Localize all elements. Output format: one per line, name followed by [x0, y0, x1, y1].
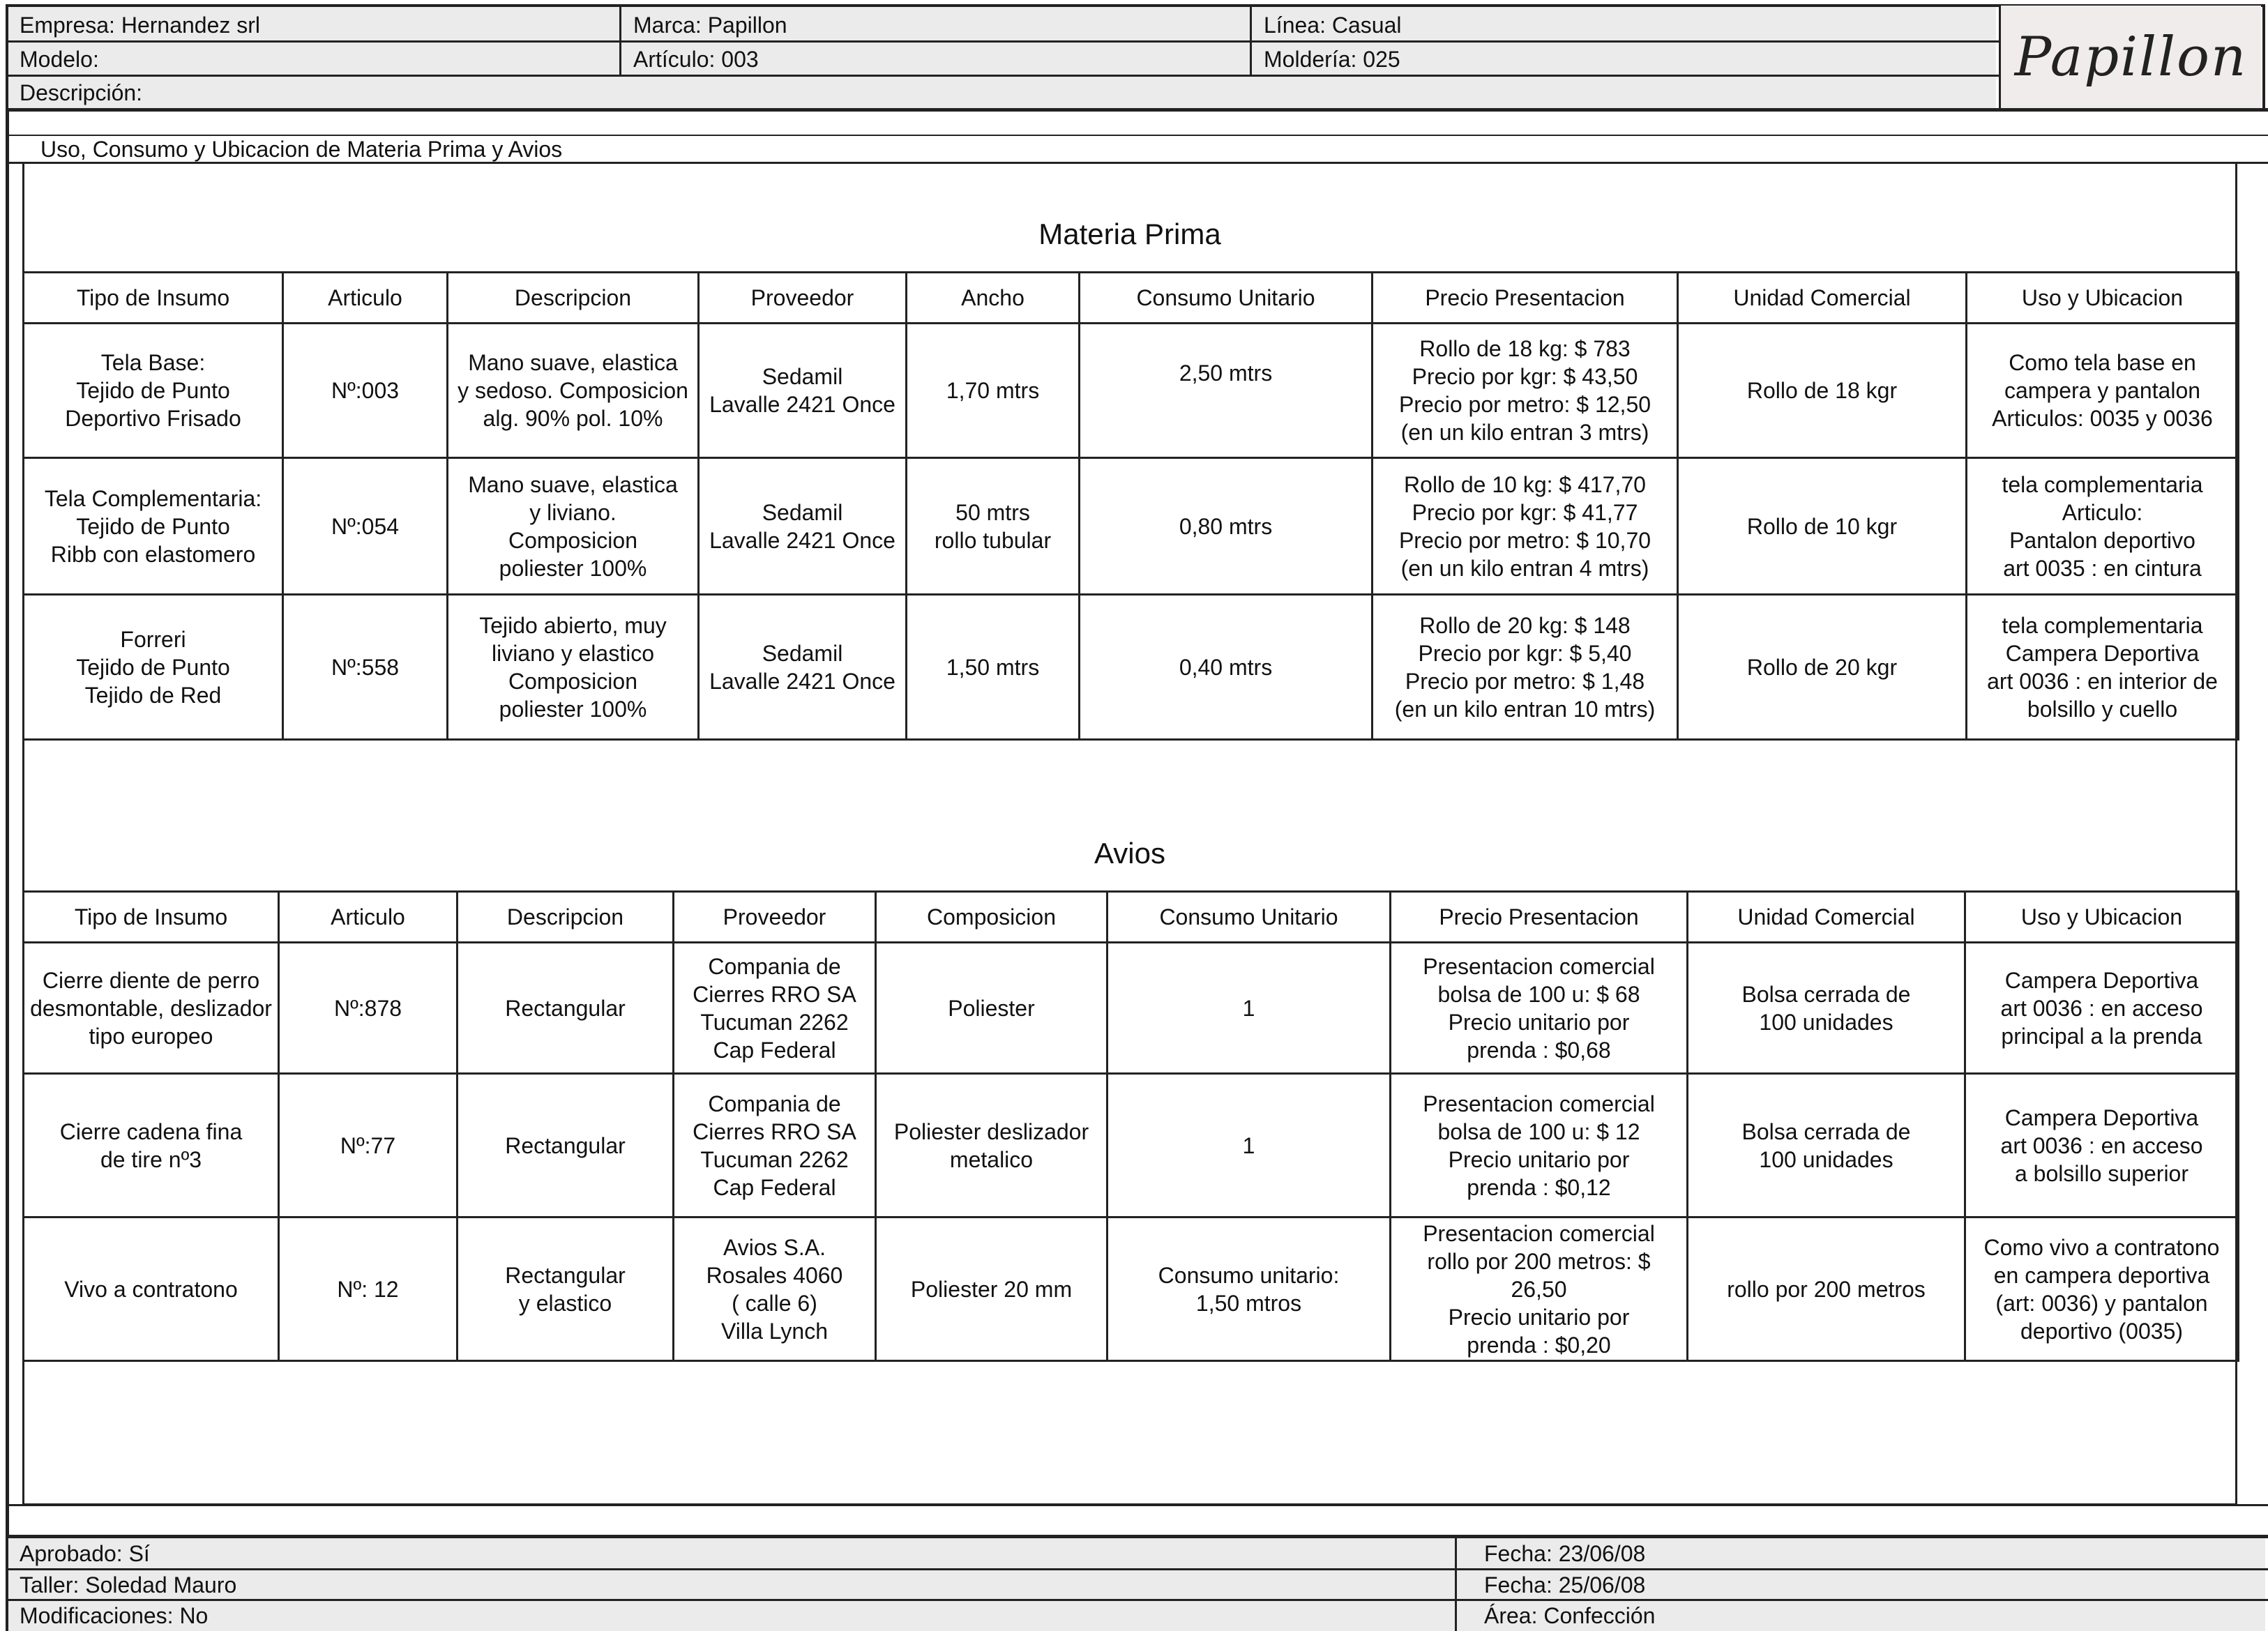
header-bottom-line: [6, 108, 2268, 112]
av-cell: Campera Deportiva art 0036 : en acceso principal a la prenda: [1965, 943, 2239, 1074]
mp-cell: Como tela base en campera y pantalon Articulos: 0035 y 0036: [1967, 324, 2239, 458]
footer-row-2: [8, 1570, 2265, 1600]
mp-cell: Mano suave, elastica y liviano. Composicion poliester 100%: [448, 458, 699, 595]
mp-cell: Rollo de 10 kg: $ 417,70 Precio por kgr: $ 41,77 Precio por metro: $ 10,70 (en un kilo entran 4 mtrs): [1373, 458, 1678, 595]
av-cell: Avios S.A. Rosales 4060 ( calle 6) Villa Lynch: [674, 1217, 876, 1361]
mp-cell: Mano suave, elastica y sedoso. Composicion alg. 90% pol. 10%: [448, 324, 699, 458]
av-cell: Campera Deportiva art 0036 : en acceso a bolsillo superior: [1965, 1074, 2239, 1217]
mp-cell: Nº:003: [283, 324, 448, 458]
footer-row-1: [8, 1538, 2265, 1569]
mp-cell: Rollo de 18 kg: $ 783 Precio por kgr: $ 43,50 Precio por metro: $ 12,50 (en un kilo entran 3 mtrs): [1373, 324, 1678, 458]
av-cell: Presentacion comercial rollo por 200 metros: $ 26,50 Precio unitario por prenda : $0,20: [1391, 1217, 1688, 1361]
articulo-field: Artículo: 003: [633, 47, 759, 72]
logo-text: Papillon: [2014, 25, 2248, 89]
modificaciones-field: Modificaciones: No: [20, 1603, 209, 1628]
mp-cell: Sedamil Lavalle 2421 Once: [699, 324, 907, 458]
materia-prima-title: Materia Prima: [1038, 218, 1221, 250]
av-cell: Poliester 20 mm: [876, 1217, 1107, 1361]
modelo-field: Modelo:: [20, 47, 99, 72]
footer-row-3: [8, 1601, 2265, 1631]
avios-header-row: [24, 892, 2239, 943]
av-cell: Rectangular: [458, 1074, 674, 1217]
materia-prima-table: [22, 271, 2239, 741]
mp-col-proveedor: Proveedor: [699, 273, 907, 324]
section-bar-top-line: [6, 135, 2268, 136]
av-cell: Bolsa cerrada de 100 unidades: [1688, 1074, 1965, 1217]
aprobado-field: Aprobado: Sí: [20, 1541, 150, 1566]
table-row: [24, 595, 2239, 740]
table-row: [24, 943, 2239, 1074]
av-col-tipo: Tipo de Insumo: [24, 892, 279, 943]
mp-cell: tela complementaria Articulo: Pantalon deportivo art 0035 : en cintura: [1967, 458, 2239, 595]
av-cell: Compania de Cierres RRO SA Tucuman 2262 Cap Federal: [674, 1074, 876, 1217]
av-cell: Rectangular y elastico: [458, 1217, 674, 1361]
av-cell: Consumo unitario: 1,50 mtros: [1107, 1217, 1391, 1361]
mp-cell: Sedamil Lavalle 2421 Once: [699, 595, 907, 740]
mp-cell: 2,50 mtrs: [1080, 324, 1373, 458]
papillon-logo: [1999, 6, 2261, 110]
mp-cell: 0,40 mtrs: [1080, 595, 1373, 740]
frame-left-line: [6, 4, 9, 1631]
mp-cell: tela complementaria Campera Deportiva art 0036 : en interior de bolsillo y cuello: [1967, 595, 2239, 740]
mp-cell: 1,70 mtrs: [907, 324, 1080, 458]
avios-title: Avios: [1094, 837, 1165, 870]
mp-cell: Tela Complementaria: Tejido de Punto Ribb con elastomero: [24, 458, 283, 595]
mp-cell: Rollo de 20 kgr: [1678, 595, 1967, 740]
av-cell: Vivo a contratono: [24, 1217, 279, 1361]
av-col-articulo: Articulo: [279, 892, 458, 943]
mp-col-unidad: Unidad Comercial: [1678, 273, 1967, 324]
av-cell: 1: [1107, 943, 1391, 1074]
fecha-taller-field: Fecha: 25/06/08: [1484, 1572, 1646, 1598]
header-row-2: [8, 43, 1996, 76]
av-col-proveedor: Proveedor: [674, 892, 876, 943]
av-cell: rollo por 200 metros: [1688, 1217, 1965, 1361]
av-cell: Poliester deslizador metalico: [876, 1074, 1107, 1217]
mp-col-articulo: Articulo: [283, 273, 448, 324]
frame-right-line: [2262, 4, 2265, 110]
table-row: [24, 458, 2239, 595]
mp-col-uso: Uso y Ubicacion: [1967, 273, 2239, 324]
footer-top-line-1: [6, 1504, 2268, 1506]
mp-col-tipo: Tipo de Insumo: [24, 273, 283, 324]
empresa-field: Empresa: Hernandez srl: [20, 13, 261, 38]
mp-cell: Rollo de 20 kg: $ 148 Precio por kgr: $ 5,40 Precio por metro: $ 1,48 (en un kilo entran 10 mtrs): [1373, 595, 1678, 740]
av-cell: Nº:77: [279, 1074, 458, 1217]
mp-col-ancho: Ancho: [907, 273, 1080, 324]
av-cell: Poliester: [876, 943, 1107, 1074]
mp-cell: 1,50 mtrs: [907, 595, 1080, 740]
mp-col-descripcion: Descripcion: [448, 273, 699, 324]
area-field: Área: Confección: [1484, 1603, 1656, 1628]
table-row: [24, 324, 2239, 458]
mp-cell: Rollo de 10 kgr: [1678, 458, 1967, 595]
av-col-precio: Precio Presentacion: [1391, 892, 1688, 943]
mp-cell: Nº:054: [283, 458, 448, 595]
av-col-consumo: Consumo Unitario: [1107, 892, 1391, 943]
avios-table: [22, 890, 2239, 1362]
header-row-3: [8, 77, 1996, 109]
av-cell: 1: [1107, 1074, 1391, 1217]
av-cell: Cierre diente de perro desmontable, deslizador tipo europeo: [24, 943, 279, 1074]
av-cell: Cierre cadena fina de tire nº3: [24, 1074, 279, 1217]
mp-cell: Tejido abierto, muy liviano y elastico Composicion poliester 100%: [448, 595, 699, 740]
mp-cell: Nº:558: [283, 595, 448, 740]
av-col-unidad: Unidad Comercial: [1688, 892, 1965, 943]
footer-divider: [1455, 1538, 1457, 1631]
marca-field: Marca: Papillon: [633, 13, 787, 38]
header-divider-2: [1250, 4, 1252, 75]
av-cell: Como vivo a contratono en campera deportiva (art: 0036) y pantalon deportivo (0035): [1965, 1217, 2239, 1361]
av-cell: Presentacion comercial bolsa de 100 u: $ 12 Precio unitario por prenda : $0,12: [1391, 1074, 1688, 1217]
fecha-aprobado-field: Fecha: 23/06/08: [1484, 1541, 1646, 1566]
mp-col-precio: Precio Presentacion: [1373, 273, 1678, 324]
mp-cell: Rollo de 18 kgr: [1678, 324, 1967, 458]
table-row: [24, 1217, 2239, 1361]
mp-cell: 0,80 mtrs: [1080, 458, 1373, 595]
linea-field: Línea: Casual: [1264, 13, 1402, 38]
section-bar-label: Uso, Consumo y Ubicacion de Materia Prima y Avios: [40, 137, 563, 162]
table-row: [24, 1074, 2239, 1217]
taller-field: Taller: Soledad Mauro: [20, 1572, 237, 1598]
av-col-uso: Uso y Ubicacion: [1965, 892, 2239, 943]
mp-cell: Forreri Tejido de Punto Tejido de Red: [24, 595, 283, 740]
mp-cell: Tela Base: Tejido de Punto Deportivo Frisado: [24, 324, 283, 458]
descripcion-field: Descripción:: [20, 80, 143, 105]
av-cell: Bolsa cerrada de 100 unidades: [1688, 943, 1965, 1074]
mp-cell: Sedamil Lavalle 2421 Once: [699, 458, 907, 595]
mp-cell: 50 mtrs rollo tubular: [907, 458, 1080, 595]
molderia-field: Moldería: 025: [1264, 47, 1400, 72]
av-col-composicion: Composicion: [876, 892, 1107, 943]
av-cell: Presentacion comercial bolsa de 100 u: $ 68 Precio unitario por prenda : $0,68: [1391, 943, 1688, 1074]
mp-col-consumo: Consumo Unitario: [1080, 273, 1373, 324]
av-cell: Nº:878: [279, 943, 458, 1074]
header-divider-1: [619, 4, 621, 75]
av-col-descripcion: Descripcion: [458, 892, 674, 943]
av-cell: Nº: 12: [279, 1217, 458, 1361]
header-row-1: [8, 7, 1996, 42]
materia-prima-header-row: [24, 273, 2239, 324]
av-cell: Rectangular: [458, 943, 674, 1074]
av-cell: Compania de Cierres RRO SA Tucuman 2262 Cap Federal: [674, 943, 876, 1074]
